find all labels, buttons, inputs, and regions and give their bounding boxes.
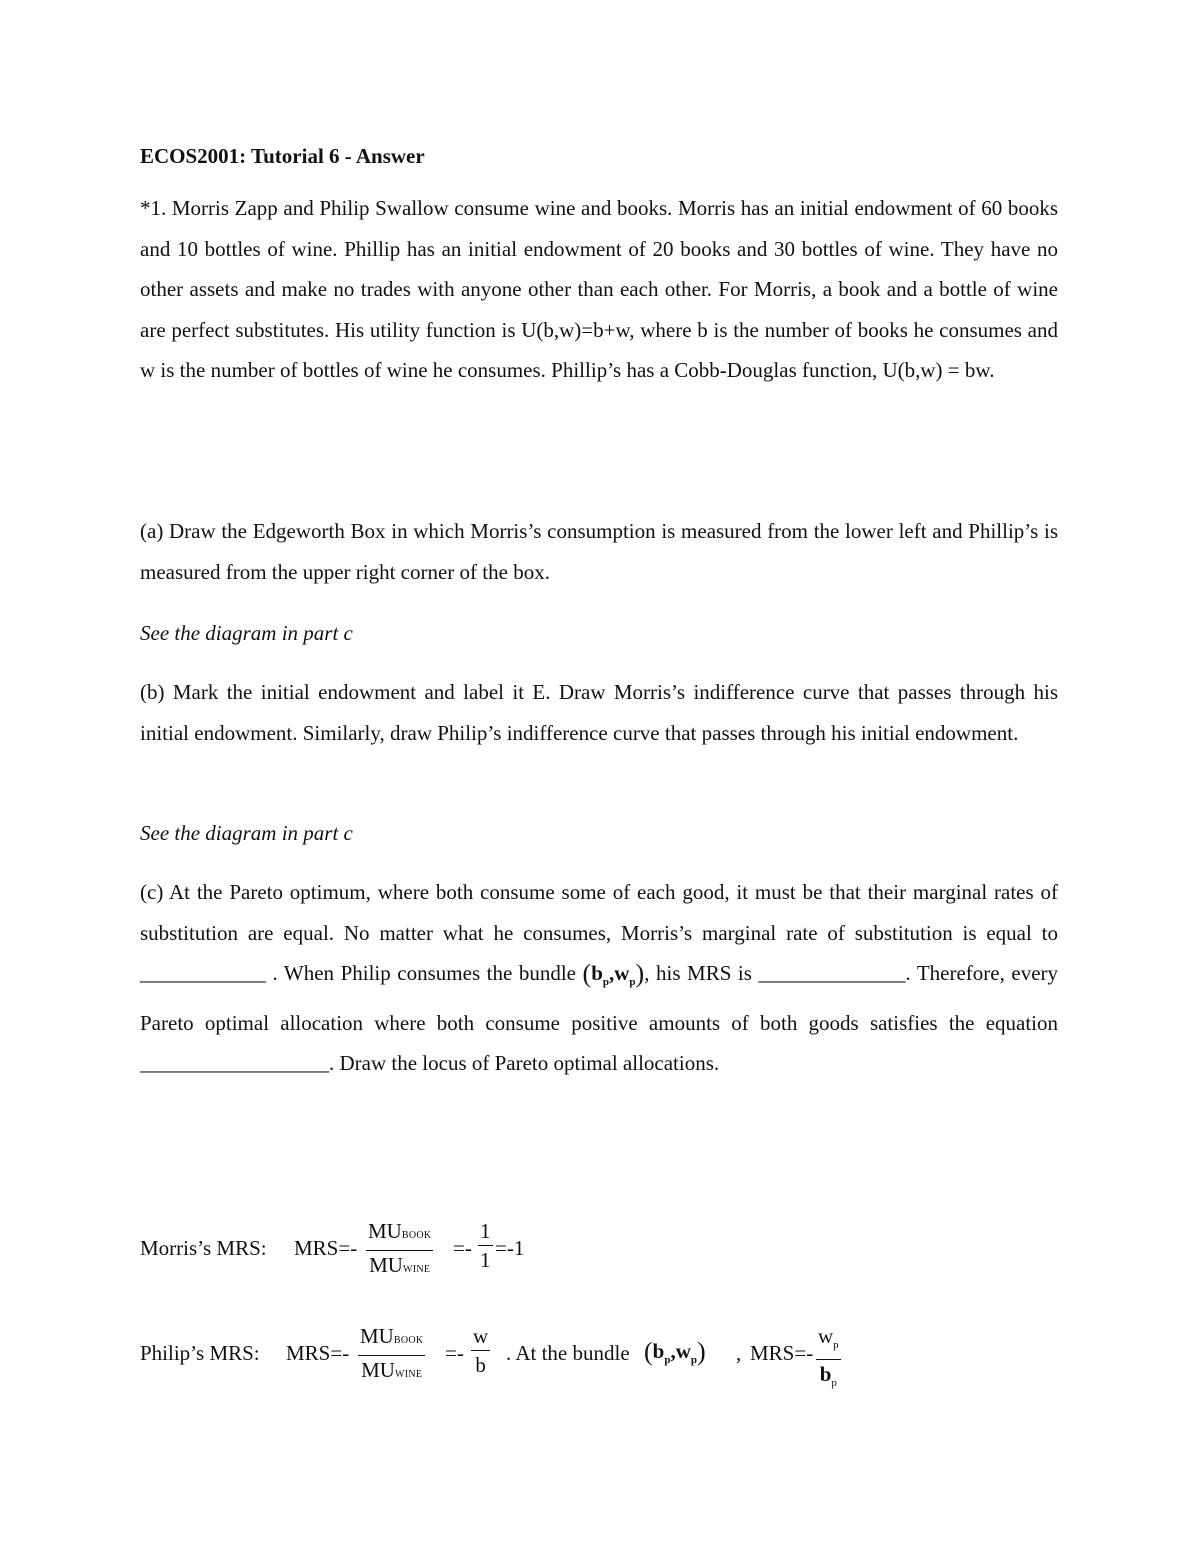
philip-mrs-equation <box>140 1320 1040 1400</box>
philip-mrs-lhs: MRS=- <box>286 1341 350 1365</box>
morris-mrs-lhs: MRS=- <box>294 1236 358 1260</box>
philip-mrs-mid: =- <box>445 1341 464 1365</box>
philip-bundle-bp-wp: $(b_p,w_p)$ <box>644 1337 706 1366</box>
part-c-text <box>140 872 1058 1084</box>
philip-mrs-lhs-2: MRS=- <box>750 1341 814 1365</box>
morris-mu-fraction: MUBOOK MUWINE <box>368 1219 432 1277</box>
morris-mrs-mid: =- <box>453 1236 472 1260</box>
part-c-text-1: (c) At the Pareto optimum, where both consume some of each good, it must be that their marginal rates of substitution are equal. No matter what he consumes, Morris’s marginal rate of substitution is equal to ____________ . When Philip consumes the bundle <box>140 880 1058 985</box>
part-b-text: (b) Mark the initial endowment and label it E. Draw Morris’s indifference curve that passes through his initial endowment. Similarly, draw Philip’s indifference curve that passes through his initial endowment. <box>140 680 1058 745</box>
bundle-bp-wp: $(b_p,w_p)$ <box>582 959 645 988</box>
philip-w-over-b-fraction: $\frac{w}{b}$ <box>473 1324 489 1377</box>
morris-mrs-result: =-1 <box>495 1236 525 1260</box>
document-title: ECOS2001: Tutorial 6 - Answer <box>140 144 425 168</box>
philip-wp-over-bp-fraction: $\frac{w_p}{b_p}$ <box>818 1324 839 1389</box>
part-b-note: See the diagram in part c <box>140 821 353 845</box>
philip-comma: , <box>736 1341 742 1365</box>
part-a-note: See the diagram in part c <box>140 621 353 645</box>
morris-one-fraction: $\frac{1}{1}$ <box>480 1219 491 1272</box>
question-1-text: *1. Morris Zapp and Philip Swallow consume wine and books. Morris has an initial endowment of 60 books and 10 bottles of wine. Phillip has an initial endowment of 20 books and 30 bottles of wine. They have no other assets and make no trades with anyone other than each other. For Morris, a book and a bottle of wine are perfect substitutes. His utility function is U(b,w)=b+w, where b is the number of books he consumes and w is the number of bottles of wine he consumes. Phillip’s has a Cobb-Douglas function, U(b,w) = bw. <box>140 196 1058 382</box>
morris-mrs-label: Morris’s MRS: <box>140 1236 267 1260</box>
philip-mrs-label: Philip’s MRS: <box>140 1341 260 1365</box>
part-c-text-2: , his MRS is ______________. Therefore, every Pareto optimal allocation where both consume positive amounts of both goods satisfies the equation __________________. Draw the locus of Pareto optimal allocations. <box>140 961 1059 1075</box>
morris-mrs-equation <box>140 1215 1040 1295</box>
philip-mu-fraction: MUBOOK MUWINE <box>360 1324 424 1382</box>
part-a-text: (a) Draw the Edgeworth Box in which Morris’s consumption is measured from the lower left and Phillip’s is measured from the upper right corner of the box. <box>140 519 1058 584</box>
philip-at-bundle-text: . At the bundle <box>506 1341 630 1365</box>
